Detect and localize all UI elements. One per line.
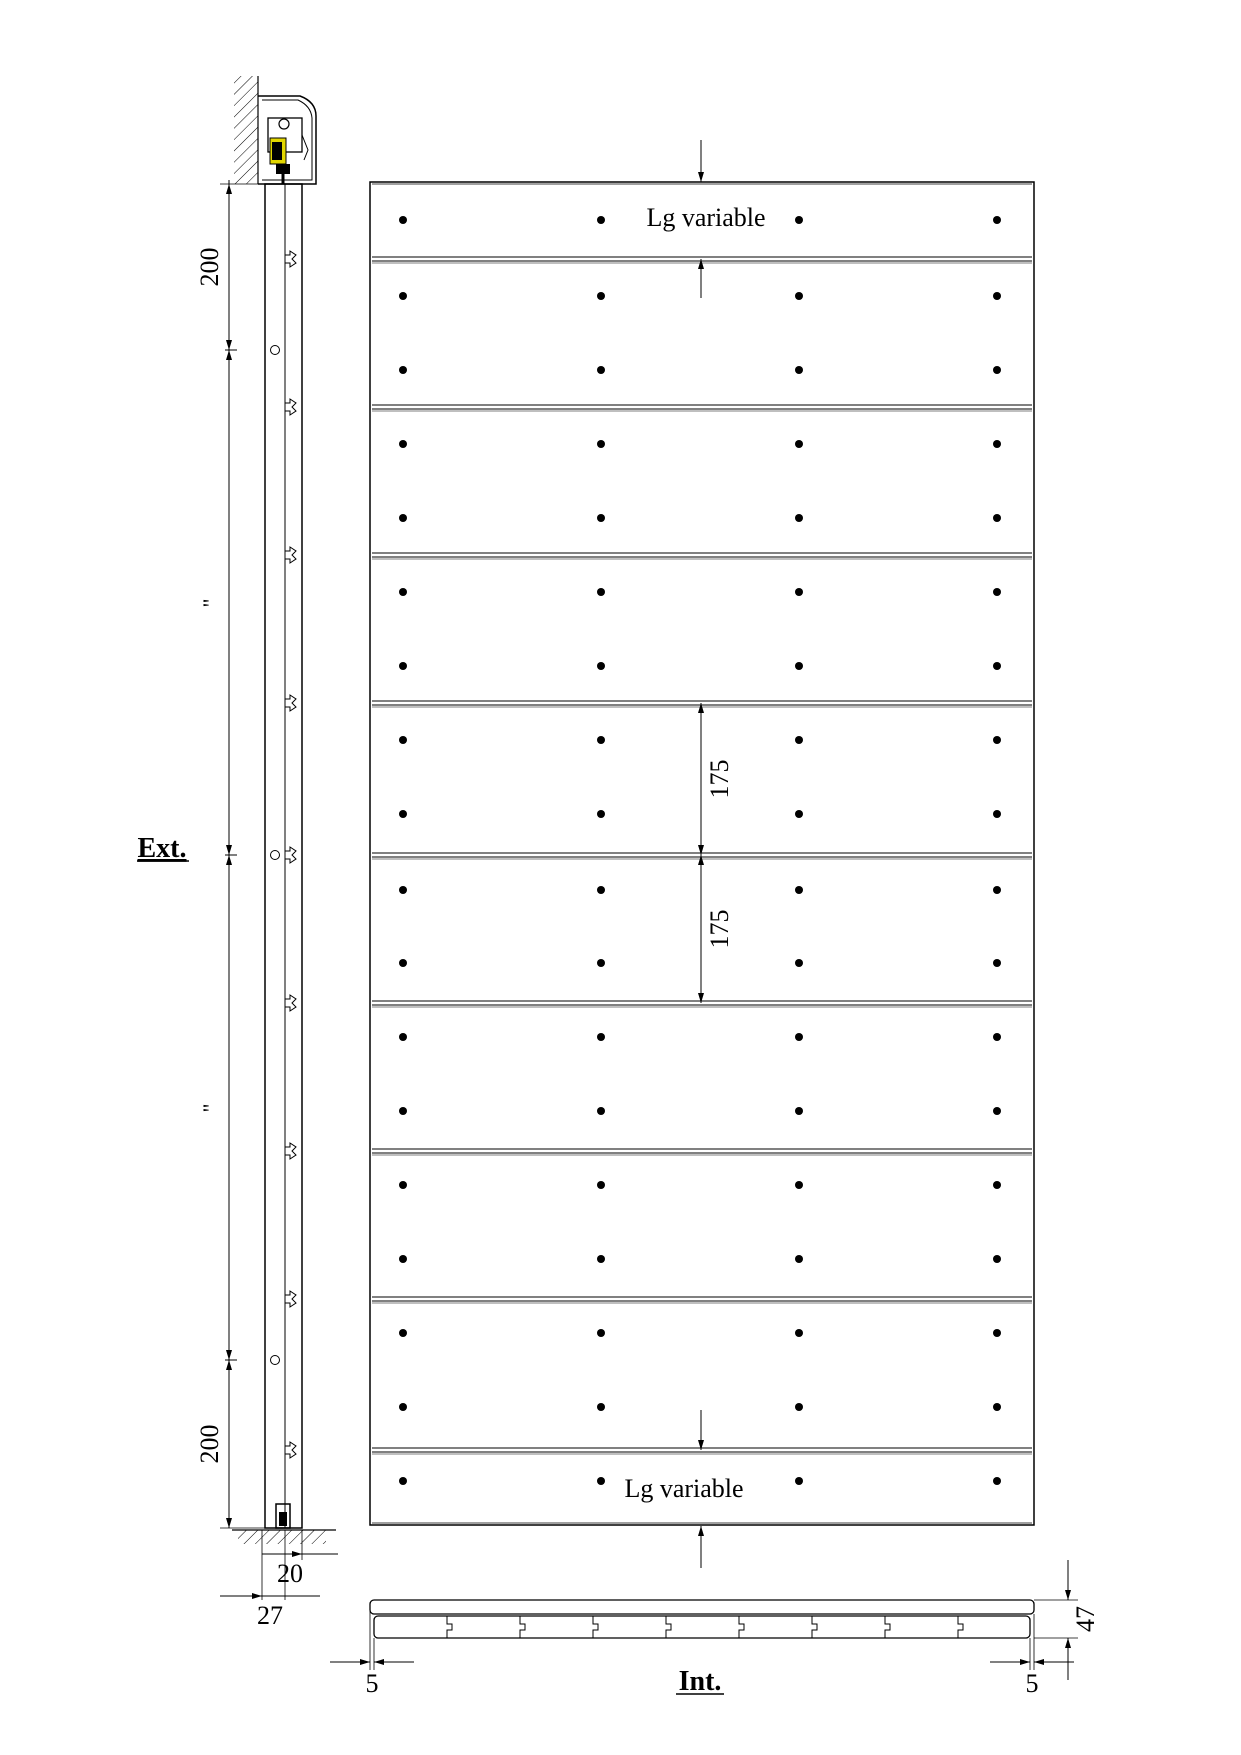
screw-dot [993,440,1001,448]
dim-thickness: 47 [1071,1606,1100,1632]
side-hole [271,1356,280,1365]
board-joint-notch [285,1291,296,1307]
screw-dot [399,292,407,300]
exterior-label: Ext. [137,833,187,864]
screw-dot [399,216,407,224]
screw-dot [399,810,407,818]
screw-dot [597,1477,605,1485]
board-joint-notch [285,995,296,1011]
screw-dot [597,662,605,670]
section-joint [593,1616,598,1638]
length-variable-top: Lg variable [646,203,766,232]
screw-dot [399,1033,407,1041]
dim-board-height-lower: 175 [705,909,734,949]
section-joint [812,1616,817,1638]
board-seams [372,257,1032,1454]
screw-dot [399,1477,407,1485]
screw-dot [399,588,407,596]
screw-dot [399,1107,407,1115]
board-joint-notch [285,399,296,415]
screw-dot [399,440,407,448]
dim-rail-width: 20 [277,1559,303,1588]
floor-hatch [238,1530,326,1544]
dim-board-height-upper: 175 [705,759,734,799]
screw-dot [399,1181,407,1189]
screw-dot [993,514,1001,522]
screw-dot [993,1107,1001,1115]
screw-dot [795,810,803,818]
screw-dot [795,1107,803,1115]
screw-dot [399,1255,407,1263]
screw-dot [795,886,803,894]
screw-dot [597,1033,605,1041]
screw-dot [993,810,1001,818]
screw-dot [795,440,803,448]
board-joint-notch [285,695,296,711]
screw-dot [795,1181,803,1189]
screw-dot [795,1403,803,1411]
board-joint-notch [285,547,296,563]
screw-dot [795,588,803,596]
board-joint-notch [285,251,296,267]
screw-dot [399,366,407,374]
wall-hatch-top [234,76,258,184]
section-joint [885,1616,890,1638]
screw-dot [795,1033,803,1041]
screw-dot [795,662,803,670]
section-joint [447,1616,452,1638]
side-holes [271,346,280,1365]
screw-dot [795,366,803,374]
screw-dot [597,440,605,448]
board-joint-notch [285,1143,296,1159]
screw-dot [993,1477,1001,1485]
screw-dot [597,886,605,894]
screw-dot [795,514,803,522]
screw-dot [597,1255,605,1263]
screw-dot [993,1403,1001,1411]
screw-dot [993,959,1001,967]
screw-dot [795,959,803,967]
screw-dot [795,1329,803,1337]
screw-dot [795,1477,803,1485]
screw-dot [993,736,1001,744]
screw-dot [399,662,407,670]
screw-dot [993,1329,1001,1337]
screw-dot [993,588,1001,596]
screw-dot [597,810,605,818]
screw-dot [597,292,605,300]
section-joint [739,1616,744,1638]
section-cap [370,1600,1034,1614]
screw-dot [399,1329,407,1337]
dim-rail-overall: 27 [257,1601,283,1630]
board-joint-notch [285,1442,296,1458]
screw-dot [597,1181,605,1189]
section-joints [447,1616,963,1638]
section-joint [666,1616,671,1638]
dim-bottom-offset: 200 [195,1424,224,1464]
screw-dot [399,886,407,894]
dim-edge-right: 5 [1025,1669,1039,1698]
section-boards [374,1616,1030,1638]
plan-section [330,1560,1100,1698]
screw-dot [993,366,1001,374]
screw-dot [993,216,1001,224]
screw-dot [993,1181,1001,1189]
dim-repeat-upper: " [198,598,223,608]
screw-dot [993,1033,1001,1041]
screw-dot [795,736,803,744]
length-variable-bottom: Lg variable [624,1474,744,1503]
screw-dot [597,1329,605,1337]
side-hole [271,851,280,860]
screw-dot [597,514,605,522]
dim-repeat-lower: " [198,1103,223,1113]
screw-dot [993,886,1001,894]
side-hole [271,346,280,355]
screw-dot [597,588,605,596]
dim-edge-left: 5 [365,1669,379,1698]
screw-dot [597,1107,605,1115]
screw-dot [399,959,407,967]
screw-dot [795,292,803,300]
screw-grid [399,216,1001,1485]
screw-dot [399,736,407,744]
screw-dot [597,216,605,224]
section-joint [520,1616,525,1638]
interior-label: Int. [678,1666,722,1697]
screw-dot [399,1403,407,1411]
screw-dot [597,736,605,744]
screw-dot [597,1403,605,1411]
dim-top-offset: 200 [195,247,224,287]
side-view [137,76,338,1630]
screw-dot [993,1255,1001,1263]
screw-dot [993,662,1001,670]
board-joint-notch [285,847,296,863]
screw-dot [597,959,605,967]
board-joints [285,251,296,1458]
screw-dot [993,292,1001,300]
screw-dot [795,216,803,224]
top-rail-profile [258,96,316,184]
screw-dot [399,514,407,522]
screw-dot [597,366,605,374]
screw-dot [795,1255,803,1263]
section-joint [958,1616,963,1638]
front-view [370,140,1034,1568]
